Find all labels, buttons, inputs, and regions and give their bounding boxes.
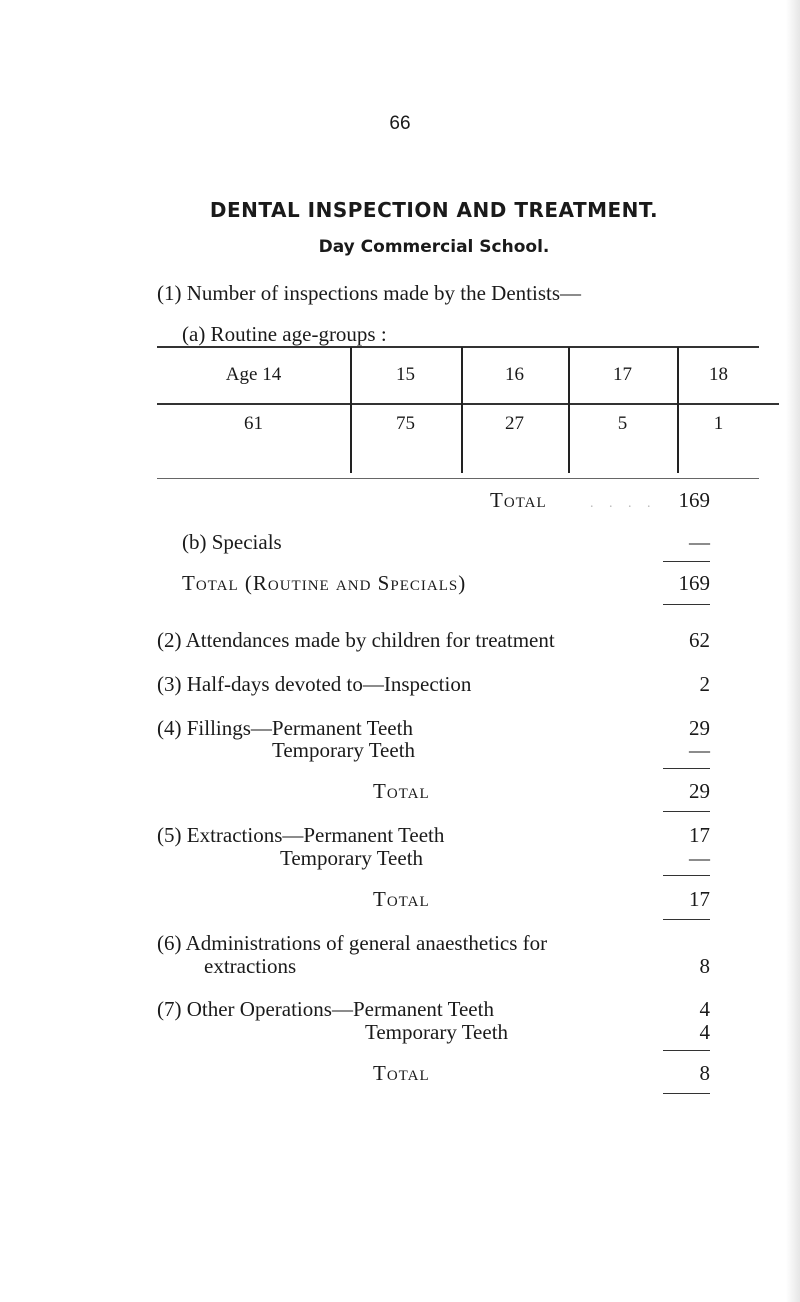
age-value-cell: 1 <box>713 413 724 434</box>
other-operations-permanent-label: (7) Other Operations—Permanent Teeth <box>157 997 494 1021</box>
total-rule <box>663 1093 710 1094</box>
section1-heading: (1) Number of inspections made by the Dentists— <box>157 281 581 305</box>
table-header-row <box>157 347 760 403</box>
routine-specials-total-value: 169 <box>678 571 710 595</box>
anaesthetics-value: 8 <box>699 954 710 978</box>
routine-age-groups-label: (a) Routine age-groups : <box>182 322 387 346</box>
age-header-cell: 18 <box>709 364 728 385</box>
routine-specials-total-label: Total (Routine and Specials) <box>182 571 467 595</box>
extractions-permanent-label: (5) Extractions—Permanent Teeth <box>157 823 445 847</box>
page-number: 66 <box>389 113 411 134</box>
specials-label: (b) Specials <box>182 530 282 554</box>
total-rule <box>663 811 710 812</box>
sum-rule <box>663 561 710 562</box>
other-operations-permanent-value: 4 <box>699 997 710 1021</box>
fillings-permanent-value: 29 <box>689 716 710 740</box>
other-operations-total-value: 8 <box>699 1061 710 1085</box>
table-bottom-rule <box>157 478 759 479</box>
extractions-permanent-value: 17 <box>689 823 710 847</box>
age-header-cell: Age 14 <box>225 364 282 385</box>
fillings-total-label: Total <box>373 779 430 803</box>
extractions-temporary-value: — <box>689 846 710 870</box>
age-header-cell: 16 <box>505 364 524 385</box>
half-days-value: 2 <box>699 672 710 696</box>
inspections-total-label: Total <box>490 488 547 512</box>
sum-rule <box>663 875 710 876</box>
age-header-cell: 17 <box>613 364 632 385</box>
fillings-temporary-value: — <box>689 738 710 762</box>
age-value-cell: 5 <box>617 413 628 434</box>
anaesthetics-label: (6) Administrations of general anaesthetics for <box>157 931 548 955</box>
total-rule <box>663 919 710 920</box>
other-operations-total-label: Total <box>373 1061 430 1085</box>
other-operations-temporary-label: Temporary Teeth <box>365 1020 509 1044</box>
attendances-value: 62 <box>689 628 710 652</box>
fillings-permanent-label: (4) Fillings—Permanent Teeth <box>157 716 413 740</box>
table-value-row <box>157 403 760 473</box>
extractions-total-label: Total <box>373 887 430 911</box>
total-rule <box>663 604 710 605</box>
attendances-label: (2) Attendances made by children for treatment <box>157 628 555 652</box>
leader-dots: . . . . <box>590 496 657 511</box>
half-days-label: (3) Half-days devoted to—Inspection <box>157 672 472 696</box>
anaesthetics-label-cont: extractions <box>204 954 297 978</box>
extractions-temporary-label: Temporary Teeth <box>280 846 424 870</box>
inspections-total-value: 169 <box>678 488 710 512</box>
fillings-total-value: 29 <box>689 779 710 803</box>
page-subtitle: Day Commercial School. <box>318 237 550 257</box>
other-operations-temporary-value: 4 <box>699 1020 710 1044</box>
specials-value: — <box>689 530 710 554</box>
page-edge-shadow <box>786 0 800 1302</box>
age-value-cell: 27 <box>505 413 524 434</box>
sum-rule <box>663 1050 710 1051</box>
age-value-cell: 61 <box>244 413 263 434</box>
age-groups-table <box>157 347 760 473</box>
extractions-total-value: 17 <box>689 887 710 911</box>
sum-rule <box>663 768 710 769</box>
fillings-temporary-label: Temporary Teeth <box>272 738 416 762</box>
age-header-cell: 15 <box>396 364 415 385</box>
page-title: DENTAL INSPECTION AND TREATMENT. <box>209 198 659 222</box>
age-value-cell: 75 <box>396 413 415 434</box>
